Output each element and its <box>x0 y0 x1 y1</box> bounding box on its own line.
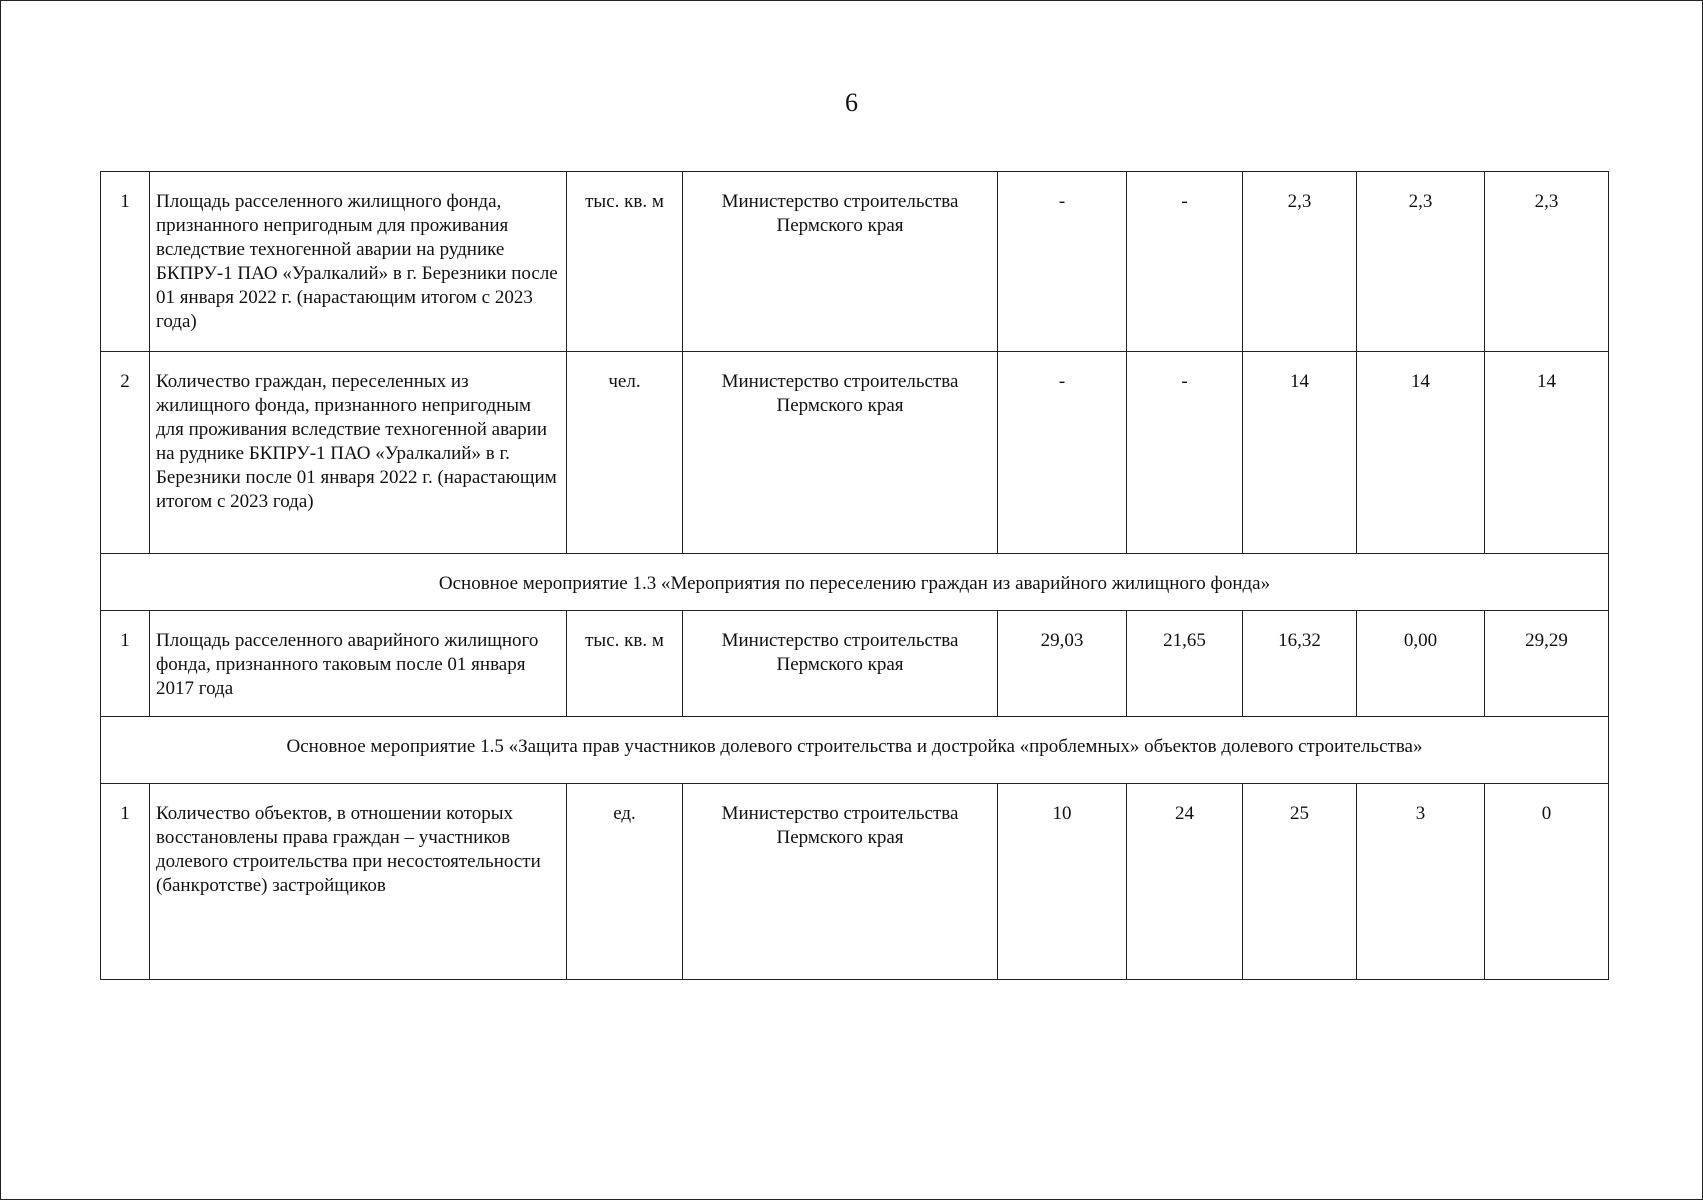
row-number: 1 <box>101 784 150 980</box>
unit-of-measure: чел. <box>567 352 683 554</box>
value-cell: 29,03 <box>998 611 1127 717</box>
value-cell: 14 <box>1243 352 1357 554</box>
section-title: Основное мероприятие 1.5 «Защита прав участников долевого строительства и достройка «проблемных» объектов долевого строительства» <box>101 717 1609 784</box>
indicator-name: Площадь расселенного аварийного жилищного фонда, признанного таковым после 01 января 2017 года <box>150 611 567 717</box>
indicator-name: Количество объектов, в отношении которых восстановлены права граждан – участников долевого строительства при несостоятельности (банкротстве) застройщиков <box>150 784 567 980</box>
section-header-row <box>101 554 1609 611</box>
value-cell: 24 <box>1127 784 1243 980</box>
value-cell: 2,3 <box>1485 172 1609 352</box>
section-title: Основное мероприятие 1.3 «Мероприятия по переселению граждан из аварийного жилищного фонда» <box>101 554 1609 611</box>
responsible-body: Министерство строительства Пермского края <box>683 784 998 980</box>
value-cell: 21,65 <box>1127 611 1243 717</box>
value-cell: 2,3 <box>1357 172 1485 352</box>
table-row <box>101 611 1609 717</box>
value-cell: 2,3 <box>1243 172 1357 352</box>
value-cell: - <box>998 352 1127 554</box>
unit-of-measure: ед. <box>567 784 683 980</box>
value-cell: 0 <box>1485 784 1609 980</box>
table-row <box>101 352 1609 554</box>
page-number: 6 <box>845 88 858 117</box>
value-cell: 0,00 <box>1357 611 1485 717</box>
section-header-row <box>101 717 1609 784</box>
table-row <box>101 784 1609 980</box>
responsible-body: Министерство строительства Пермского края <box>683 611 998 717</box>
value-cell: - <box>998 172 1127 352</box>
row-number: 1 <box>101 611 150 717</box>
table-row <box>101 172 1609 352</box>
value-cell: - <box>1127 352 1243 554</box>
value-cell: 14 <box>1485 352 1609 554</box>
unit-of-measure: тыс. кв. м <box>567 611 683 717</box>
indicators-table <box>100 171 1609 980</box>
value-cell: 10 <box>998 784 1127 980</box>
responsible-body: Министерство строительства Пермского края <box>683 172 998 352</box>
value-cell: - <box>1127 172 1243 352</box>
indicator-name: Площадь расселенного жилищного фонда, признанного непригодным для проживания вследствие техногенной аварии на руднике БКПРУ-1 ПАО «Уралкалий» в г. Березники после 01 января 2022 г. (нарастающим итогом с 2023 года) <box>150 172 567 352</box>
value-cell: 16,32 <box>1243 611 1357 717</box>
value-cell: 29,29 <box>1485 611 1609 717</box>
value-cell: 3 <box>1357 784 1485 980</box>
unit-of-measure: тыс. кв. м <box>567 172 683 352</box>
value-cell: 14 <box>1357 352 1485 554</box>
row-number: 1 <box>101 172 150 352</box>
responsible-body: Министерство строительства Пермского края <box>683 352 998 554</box>
value-cell: 25 <box>1243 784 1357 980</box>
indicator-name: Количество граждан, переселенных из жилищного фонда, признанного непригодным для проживания вследствие техногенной аварии на руднике БКПРУ-1 ПАО «Уралкалий» в г. Березники после 01 января 2022 г. (нарастающим итогом с 2023 года) <box>150 352 567 554</box>
row-number: 2 <box>101 352 150 554</box>
